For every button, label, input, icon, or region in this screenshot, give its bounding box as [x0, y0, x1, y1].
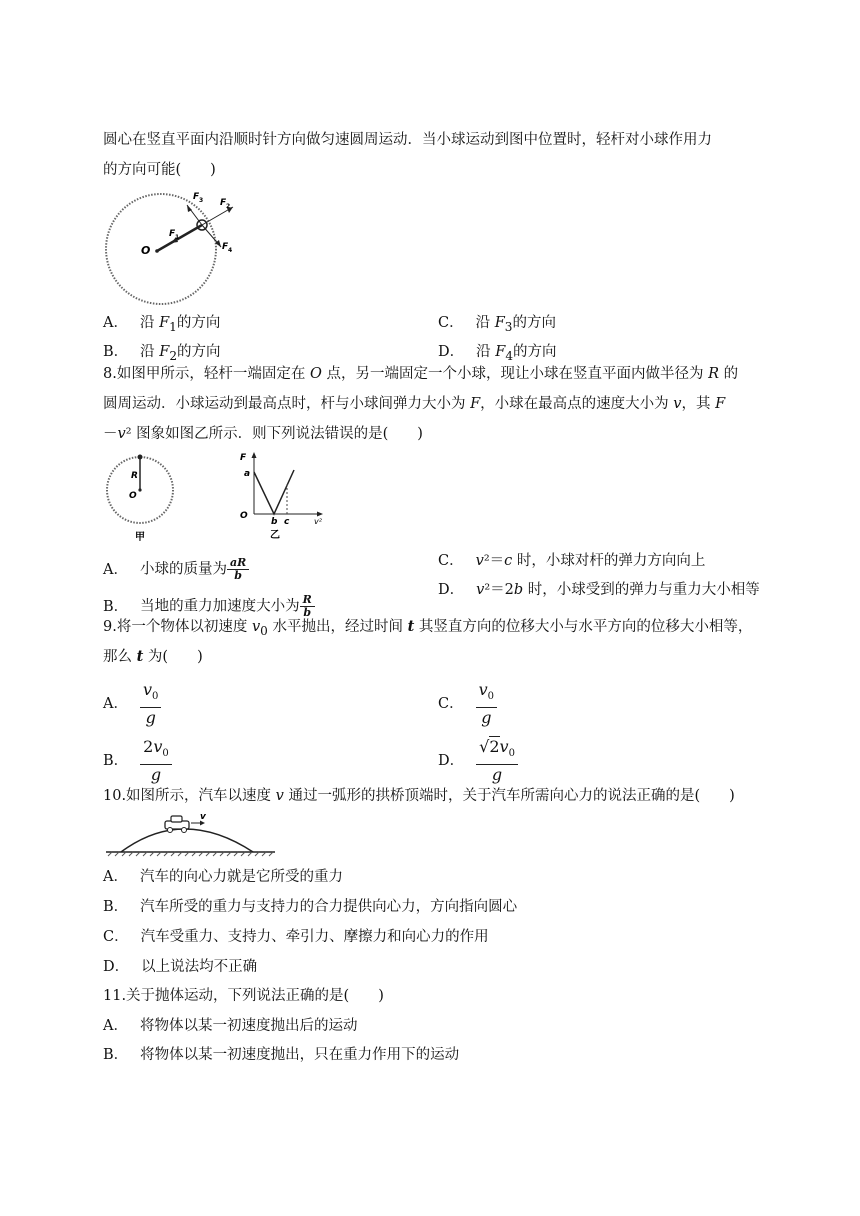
- q7-label-f3-sub: 3: [199, 197, 204, 204]
- q8-yi-label-c: c: [284, 517, 290, 527]
- q8-stem-line1: 8.如图甲所示，轻杆一端固定在 O 点，另一端固定一个小球，现让小球在竖直平面内做半径为 R 的: [103, 366, 739, 382]
- q8-yi-label-b: b: [271, 517, 278, 527]
- q8-jia-caption: 甲: [135, 532, 145, 543]
- q10-option-a[interactable]: A． 汽车的向心力就是它所受的重力: [103, 869, 343, 885]
- q8-yi-label-v2: v²: [314, 517, 322, 526]
- q10-bridge-arc: [121, 829, 253, 852]
- q10-option-d[interactable]: D． 以上说法均不正确: [103, 959, 258, 975]
- q7-option-a[interactable]: A． 沿 $F_1$的方向: [103, 315, 221, 334]
- q7-label-f2-sub: 2: [226, 203, 231, 210]
- q8-yi-graph-line: [254, 470, 294, 514]
- q7-label-f1-sub: 1: [175, 234, 180, 241]
- q7-label-f1: F: [169, 229, 176, 239]
- q8-stem-line2: 圆周运动．小球运动到最高点时，杆与小球间弹力大小为 F，小球在最高点的速度大小为 v，其 F: [103, 396, 726, 412]
- q9-stem-line1: 9.将一个物体以初速度 $v_0$ 水平抛出，经过时间 t 其竖直方向的位移大小与水平方向的位移大小相等，: [103, 618, 753, 638]
- q9-a-fraction: $\frac{v_0}{g}$: [140, 680, 161, 728]
- q8-yi-label-f: F: [240, 453, 247, 463]
- q8-option-d[interactable]: D． v²＝2b 时，小球受到的弹力与重力大小相等: [438, 582, 760, 598]
- q7-pivot: [155, 249, 159, 253]
- q7-stem-line1: 圆心在竖直平面内沿顺时针方向做匀速圆周运动．当小球运动到图中位置时，轻杆对小球作用力: [103, 132, 712, 148]
- q8-b-fraction: $\frac{R}{b}$: [300, 594, 315, 619]
- q8-yi-caption: 乙: [270, 530, 280, 541]
- q8-yi-axis-v2-arrow: [317, 512, 323, 517]
- q8-figure-yi: [236, 450, 331, 542]
- q7-label-f4: F: [222, 242, 229, 252]
- q10-stem-line1: 10.如图所示，汽车以速度 v 通过一弧形的拱桥顶端时，关于汽车所需向心力的说法正确的是( ): [103, 788, 735, 804]
- q7-option-c[interactable]: C． 沿 $F_3$的方向: [438, 315, 556, 334]
- q9-stem-line2: 那么 t 为( ): [103, 648, 203, 665]
- q8-yi-label-a: a: [244, 469, 251, 479]
- q8-option-c[interactable]: C． v²＝c 时，小球对杆的弹力方向向上: [438, 553, 706, 569]
- q8-figure-jia: [103, 448, 183, 548]
- q8-yi-label-o: O: [240, 511, 248, 521]
- q8-stem-line3: －v² 图象如图乙所示．则下列说法错误的是( ): [103, 426, 423, 442]
- q10-option-c[interactable]: C． 汽车受重力、支持力、牵引力、摩擦力和向心力的作用: [103, 929, 489, 945]
- q10-option-b[interactable]: B． 汽车所受的重力与支持力的合力提供向心力，方向指向圆心: [103, 899, 518, 915]
- q7-option-d[interactable]: D． 沿 $F_4$的方向: [438, 344, 557, 363]
- q7-label-f2: F: [220, 198, 227, 208]
- q9-option-d[interactable]: D． $\frac{√2v_0}{g}$: [438, 737, 518, 785]
- q8-jia-ball: [138, 455, 143, 460]
- q9-d-fraction: $\frac{√2v_0}{g}$: [476, 737, 518, 785]
- q9-option-a[interactable]: A． $\frac{v_0}{g}$: [103, 680, 161, 728]
- q9-c-fraction: $\frac{v_0}{g}$: [476, 680, 497, 728]
- q11-option-b[interactable]: B． 将物体以某一初速度抛出，只在重力作用下的运动: [103, 1047, 460, 1063]
- q8-jia-label-r: R: [131, 471, 138, 481]
- q9-b-fraction: $\frac{2v_0}{g}$: [140, 737, 172, 785]
- q10-figure-arch-bridge: [103, 810, 278, 862]
- q8-jia-center: [138, 488, 141, 491]
- q11-option-a[interactable]: A． 将物体以某一初速度抛出后的运动: [103, 1018, 358, 1034]
- q8-option-a[interactable]: A． 小球的质量为 $\frac{aR}{b}$: [103, 557, 249, 582]
- q8-yi-axis-f-arrow: [252, 452, 257, 458]
- q9-option-c[interactable]: C． $\frac{v_0}{g}$: [438, 680, 497, 728]
- q7-label-f3: F: [193, 192, 200, 202]
- q7-figure-circle-rod: [103, 185, 238, 310]
- q7-option-b[interactable]: B． 沿 $F_2$的方向: [103, 344, 221, 363]
- q8-a-fraction: $\frac{aR}{b}$: [227, 557, 249, 582]
- q10-label-v: v: [200, 812, 206, 822]
- q7-label-f4-sub: 4: [228, 247, 233, 254]
- q7-stem-line2: 的方向可能( ): [103, 162, 216, 178]
- q8-option-b[interactable]: B． 当地的重力加速度大小为 $\frac{R}{b}$: [103, 594, 315, 619]
- q7-label-o: O: [141, 244, 151, 257]
- q8-jia-label-o: O: [129, 491, 137, 501]
- q11-stem-line1: 11.关于抛体运动，下列说法正确的是( ): [103, 988, 384, 1004]
- q9-option-b[interactable]: B． $\frac{2v_0}{g}$: [103, 737, 172, 785]
